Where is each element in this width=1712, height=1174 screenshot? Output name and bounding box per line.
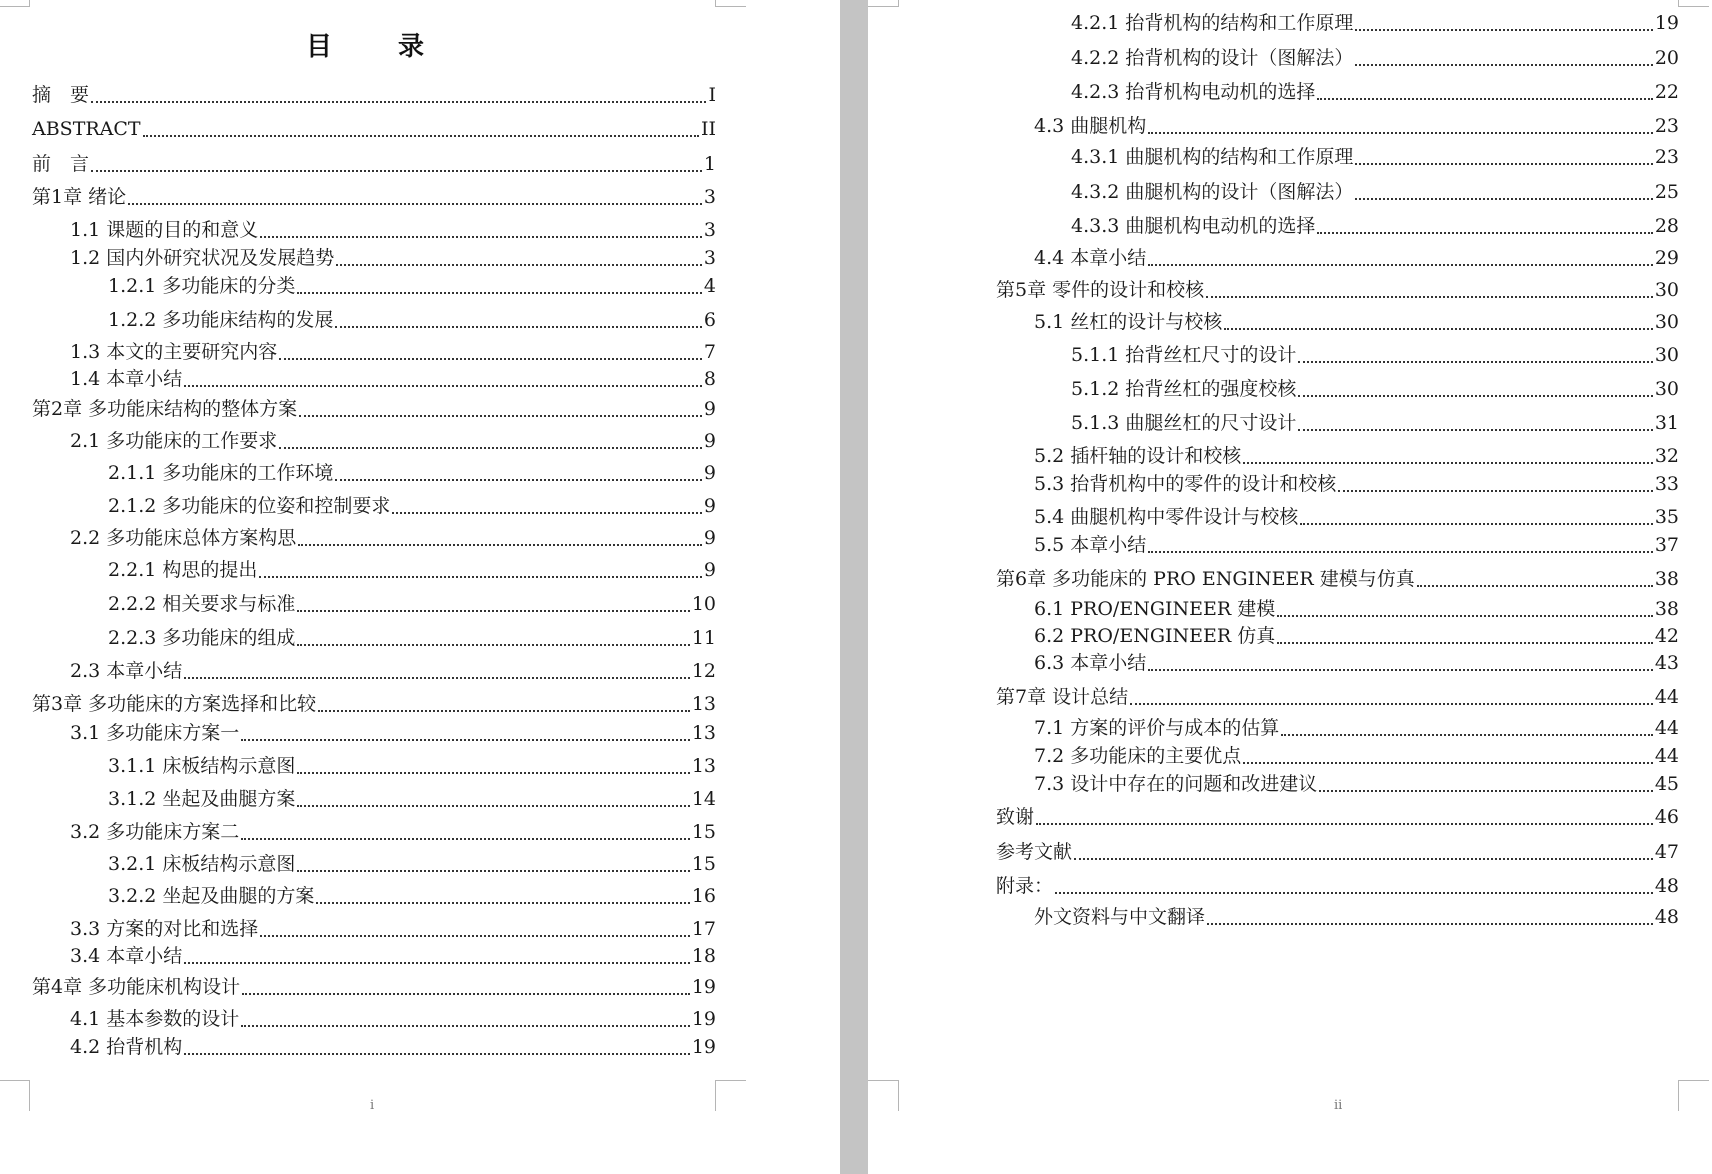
toc-entry-page-number: 22	[1654, 81, 1679, 103]
dot-leader	[1243, 762, 1653, 764]
dot-leader	[184, 677, 690, 679]
toc-entry-label: 4.3.2 曲腿机构的设计（图解法）	[1071, 181, 1354, 203]
dot-leader	[279, 447, 702, 449]
page-title: 目 录	[305, 32, 444, 62]
dot-leader	[1317, 98, 1652, 100]
toc-entry-label: 1.1 课题的目的和意义	[70, 219, 259, 241]
dot-leader	[1355, 29, 1652, 31]
dot-leader	[1277, 642, 1653, 644]
toc-page-2	[868, 0, 1712, 1174]
toc-entry-page-number: 25	[1654, 181, 1679, 203]
toc-entry-label: ABSTRACT	[32, 118, 141, 140]
toc-entry-label: 3.3 方案的对比和选择	[70, 918, 259, 940]
dot-leader	[1055, 892, 1653, 894]
toc-entry[interactable]	[1034, 444, 1679, 468]
toc-entry-page-number: 6	[703, 309, 716, 331]
toc-entry[interactable]	[1034, 533, 1679, 557]
toc-entry[interactable]	[70, 1007, 716, 1031]
toc-entry[interactable]	[1071, 180, 1679, 204]
toc-entry-label: 第2章 多功能床结构的整体方案	[32, 398, 298, 420]
toc-entry-page-number: 48	[1654, 906, 1679, 928]
toc-entry-page-number: 19	[691, 1036, 716, 1058]
toc-entry-label: 1.4 本章小结	[70, 368, 183, 390]
toc-entry[interactable]	[1071, 11, 1679, 35]
toc-entry[interactable]	[1071, 214, 1679, 238]
toc-entry[interactable]	[70, 721, 716, 745]
dot-leader	[336, 264, 702, 266]
toc-entry-page-number: 31	[1654, 412, 1679, 434]
toc-entry-label: 2.2.2 相关要求与标准	[108, 593, 296, 615]
toc-entry[interactable]	[1034, 505, 1679, 529]
toc-entry[interactable]	[70, 820, 716, 844]
toc-entry-page-number: 30	[1654, 311, 1679, 333]
toc-entry-page-number: 9	[703, 430, 716, 452]
toc-entry-page-number: 18	[691, 945, 716, 967]
toc-entry[interactable]	[70, 944, 716, 968]
dot-leader	[260, 935, 690, 937]
toc-entry[interactable]	[32, 397, 716, 421]
dot-leader	[335, 479, 702, 481]
toc-entry-page-number: 19	[691, 976, 716, 998]
dot-leader	[143, 135, 699, 137]
toc-entry-page-number: 33	[1654, 473, 1679, 495]
dot-leader	[1281, 734, 1653, 736]
toc-entry[interactable]	[108, 308, 716, 332]
toc-entry-label: 4.3.3 曲腿机构电动机的选择	[1071, 215, 1316, 237]
toc-entry[interactable]	[1034, 716, 1679, 740]
dot-leader	[1338, 490, 1653, 492]
dot-leader	[1298, 361, 1652, 363]
dot-leader	[1355, 198, 1652, 200]
toc-entry-label: 第7章 设计总结	[996, 686, 1129, 708]
toc-entry-label: 4.2.2 抬背机构的设计（图解法）	[1071, 47, 1354, 69]
dot-leader	[1206, 296, 1653, 298]
toc-entry-label: 外文资料与中文翻译	[1034, 906, 1206, 928]
toc-entry-page-number: 9	[703, 527, 716, 549]
dot-leader	[91, 170, 702, 172]
dot-leader	[1319, 790, 1653, 792]
toc-entry-label: 6.1 PRO/ENGINEER 建模	[1034, 598, 1276, 620]
toc-entry[interactable]	[70, 917, 716, 941]
dot-leader	[1148, 669, 1653, 671]
toc-entry[interactable]	[70, 526, 716, 550]
toc-entry-label: 2.1.2 多功能床的位姿和控制要求	[108, 495, 391, 517]
toc-entry-label: 2.1.1 多功能床的工作环境	[108, 462, 334, 484]
toc-entry-label: 第5章 零件的设计和校核	[996, 279, 1205, 301]
toc-entry-page-number: 38	[1654, 568, 1679, 590]
toc-entry[interactable]	[1071, 343, 1679, 367]
toc-entry-label: 第3章 多功能床的方案选择和比较	[32, 693, 317, 715]
page-gutter	[840, 0, 868, 1174]
toc-entry-label: 第6章 多功能床的 PRO ENGINEER 建模与仿真	[996, 568, 1415, 590]
toc-entry-page-number: 13	[691, 722, 716, 744]
toc-entry-page-number: 30	[1654, 344, 1679, 366]
toc-entry-label: 4.2.3 抬背机构电动机的选择	[1071, 81, 1316, 103]
toc-entry[interactable]	[996, 685, 1679, 709]
toc-entry-page-number: 23	[1654, 115, 1679, 137]
dot-leader	[1148, 551, 1653, 553]
toc-entry-label: 3.1.2 坐起及曲腿方案	[108, 788, 296, 810]
page-number-footer: i	[370, 1098, 375, 1113]
toc-page-1	[0, 0, 840, 1174]
toc-entry-label: 3.2 多功能床方案二	[70, 821, 240, 843]
toc-entry-page-number: 44	[1654, 686, 1679, 708]
toc-entry[interactable]	[108, 494, 716, 518]
toc-entry[interactable]	[108, 274, 716, 298]
toc-entry[interactable]	[1071, 377, 1679, 401]
toc-entry-page-number: 3	[703, 219, 716, 241]
toc-entry-page-number: 3	[703, 247, 716, 269]
dot-leader	[1298, 395, 1652, 397]
toc-entry-page-number: 11	[691, 627, 716, 649]
toc-entry-label: 5.2 插杆轴的设计和校核	[1034, 445, 1242, 467]
dot-leader	[1277, 615, 1653, 617]
toc-entry-label: 4.2 抬背机构	[70, 1036, 183, 1058]
toc-entry[interactable]	[32, 152, 716, 176]
toc-entry-page-number: 3	[703, 186, 716, 208]
toc-entry[interactable]	[1034, 472, 1679, 496]
toc-entry[interactable]	[70, 340, 716, 364]
toc-entry-page-number: 8	[703, 368, 716, 390]
toc-entry-page-number: 42	[1654, 625, 1679, 647]
toc-entry-page-number: 47	[1654, 841, 1679, 863]
toc-entry-label: 第1章 绪论	[32, 186, 127, 208]
toc-entry-page-number: 9	[703, 398, 716, 420]
toc-entry-page-number: 28	[1654, 215, 1679, 237]
toc-entry-page-number: 13	[691, 693, 716, 715]
toc-entry-page-number: 15	[691, 821, 716, 843]
toc-entry[interactable]	[108, 626, 716, 650]
toc-entry-page-number: 9	[703, 559, 716, 581]
toc-entry[interactable]	[32, 117, 716, 141]
toc-entry[interactable]	[1034, 744, 1679, 768]
toc-entry-label: 2.2.1 构思的提出	[108, 559, 258, 581]
dot-leader	[1317, 232, 1652, 234]
toc-entry[interactable]	[108, 558, 716, 582]
toc-entry[interactable]	[70, 246, 716, 270]
dot-leader	[316, 902, 689, 904]
toc-entry-page-number: 16	[691, 885, 716, 907]
toc-entry-page-number: 29	[1654, 247, 1679, 269]
dot-leader	[279, 358, 702, 360]
toc-entry-label: 3.2.2 坐起及曲腿的方案	[108, 885, 315, 907]
toc-entry-page-number: 37	[1654, 534, 1679, 556]
toc-entry-page-number: 15	[691, 853, 716, 875]
toc-entry-label: 5.5 本章小结	[1034, 534, 1147, 556]
toc-entry[interactable]	[1071, 46, 1679, 70]
toc-entry-label: 6.3 本章小结	[1034, 652, 1147, 674]
toc-entry-label: 3.2.1 床板结构示意图	[108, 853, 296, 875]
toc-entry[interactable]	[108, 787, 716, 811]
dot-leader	[1417, 585, 1653, 587]
dot-leader	[297, 610, 689, 612]
toc-entry-label: 5.1.2 抬背丝杠的强度校核	[1071, 378, 1297, 400]
dot-leader	[297, 644, 689, 646]
toc-entry-page-number: 32	[1654, 445, 1679, 467]
dot-leader	[1355, 163, 1652, 165]
toc-entry[interactable]	[1034, 651, 1679, 675]
dot-leader	[1243, 462, 1653, 464]
toc-entry-page-number: 44	[1654, 745, 1679, 767]
toc-entry-page-number: 30	[1654, 378, 1679, 400]
dot-leader	[242, 993, 690, 995]
toc-entry-page-number: 1	[703, 153, 716, 175]
toc-entry-label: 致谢	[996, 806, 1035, 828]
toc-entry-page-number: 48	[1654, 875, 1679, 897]
dot-leader	[241, 1025, 690, 1027]
toc-entry[interactable]	[32, 185, 716, 209]
toc-entry[interactable]	[996, 874, 1679, 898]
toc-entry-label: 5.1 丝杠的设计与校核	[1034, 311, 1223, 333]
toc-entry-page-number: 38	[1654, 598, 1679, 620]
dot-leader	[297, 772, 689, 774]
toc-entry[interactable]	[1034, 772, 1679, 796]
toc-entry-page-number: 45	[1654, 773, 1679, 795]
toc-entry[interactable]	[996, 805, 1679, 829]
toc-entry[interactable]	[108, 754, 716, 778]
page-number-footer: ii	[1334, 1098, 1343, 1113]
toc-entry-page-number: 10	[691, 593, 716, 615]
dot-leader	[1074, 858, 1653, 860]
toc-entry-page-number: 9	[703, 462, 716, 484]
toc-entry-label: 6.2 PRO/ENGINEER 仿真	[1034, 625, 1276, 647]
toc-entry[interactable]	[1071, 411, 1679, 435]
dot-leader	[298, 544, 702, 546]
toc-entry[interactable]	[1034, 246, 1679, 270]
toc-entry-page-number: 17	[691, 918, 716, 940]
toc-entry[interactable]	[108, 884, 716, 908]
dot-leader	[184, 962, 690, 964]
dot-leader	[299, 415, 702, 417]
toc-entry-page-number: 19	[691, 1008, 716, 1030]
toc-entry-page-number: 43	[1654, 652, 1679, 674]
toc-entry-page-number: 14	[691, 788, 716, 810]
toc-entry[interactable]	[996, 278, 1679, 302]
toc-entry[interactable]	[70, 659, 716, 683]
dot-leader	[1036, 823, 1653, 825]
toc-entry-page-number: 23	[1654, 146, 1679, 168]
dot-leader	[241, 838, 690, 840]
dot-leader	[335, 326, 702, 328]
toc-entry[interactable]	[1034, 597, 1679, 621]
toc-entry-label: 第4章 多功能床机构设计	[32, 976, 241, 998]
toc-entry-label: 4.3 曲腿机构	[1034, 115, 1147, 137]
dot-leader	[1148, 264, 1653, 266]
toc-entry[interactable]	[70, 218, 716, 242]
toc-entry[interactable]	[70, 429, 716, 453]
toc-entry[interactable]	[70, 367, 716, 391]
toc-entry[interactable]	[996, 840, 1679, 864]
toc-entry-page-number: 30	[1654, 279, 1679, 301]
toc-entry-label: 2.3 本章小结	[70, 660, 183, 682]
toc-list	[868, 0, 1712, 1174]
toc-entry[interactable]	[1071, 145, 1679, 169]
toc-entry-label: 3.1.1 床板结构示意图	[108, 755, 296, 777]
toc-entry-label: 5.3 抬背机构中的零件的设计和校核	[1034, 473, 1337, 495]
dot-leader	[1300, 523, 1653, 525]
toc-entry-label: 附录：	[996, 875, 1054, 897]
toc-entry[interactable]	[108, 461, 716, 485]
toc-entry-label: 5.1.3 曲腿丝杠的尺寸设计	[1071, 412, 1297, 434]
toc-entry[interactable]	[1034, 905, 1679, 929]
toc-entry[interactable]	[1034, 114, 1679, 138]
toc-entry[interactable]	[32, 692, 716, 716]
dot-leader	[260, 236, 702, 238]
toc-entry-label: 7.1 方案的评价与成本的估算	[1034, 717, 1280, 739]
dot-leader	[128, 203, 702, 205]
toc-entry-page-number: 13	[691, 755, 716, 777]
toc-entry-label: 3.1 多功能床方案一	[70, 722, 240, 744]
toc-entry-page-number: 46	[1654, 806, 1679, 828]
dot-leader	[392, 512, 702, 514]
dot-leader	[1355, 64, 1652, 66]
toc-entry-page-number: 44	[1654, 717, 1679, 739]
toc-entry-label: 摘 要	[32, 84, 90, 106]
toc-entry-label: 2.1 多功能床的工作要求	[70, 430, 278, 452]
toc-entry-label: 7.3 设计中存在的问题和改进建议	[1034, 773, 1318, 795]
toc-entry-label: 3.4 本章小结	[70, 945, 183, 967]
toc-entry-page-number: 12	[691, 660, 716, 682]
dot-leader	[184, 385, 702, 387]
toc-entry-label: 4.4 本章小结	[1034, 247, 1147, 269]
toc-entry-label: 1.3 本文的主要研究内容	[70, 341, 278, 363]
toc-entry-label: 7.2 多功能床的主要优点	[1034, 745, 1242, 767]
toc-entry-label: 4.2.1 抬背机构的结构和工作原理	[1071, 12, 1354, 34]
dot-leader	[297, 805, 689, 807]
toc-entry-page-number: 9	[703, 495, 716, 517]
toc-entry-page-number: 19	[1654, 12, 1679, 34]
toc-entry[interactable]	[70, 1035, 716, 1059]
toc-entry-label: 5.1.1 抬背丝杠尺寸的设计	[1071, 344, 1297, 366]
dot-leader	[241, 739, 690, 741]
toc-entry[interactable]	[996, 567, 1679, 591]
toc-entry-label: 参考文献	[996, 841, 1073, 863]
dot-leader	[297, 870, 689, 872]
toc-entry-label: 1.2.1 多功能床的分类	[108, 275, 296, 297]
toc-entry-label: 1.2 国内外研究状况及发展趋势	[70, 247, 335, 269]
toc-entry[interactable]	[108, 852, 716, 876]
toc-entry[interactable]	[1034, 310, 1679, 334]
toc-entry-label: 4.1 基本参数的设计	[70, 1008, 240, 1030]
dot-leader	[1148, 132, 1653, 134]
toc-entry-page-number: I	[708, 84, 716, 106]
toc-entry-page-number: 20	[1654, 47, 1679, 69]
toc-entry-label: 2.2.3 多功能床的组成	[108, 627, 296, 649]
dot-leader	[318, 710, 690, 712]
dot-leader	[259, 576, 702, 578]
toc-entry-label: 前 言	[32, 153, 90, 175]
toc-entry[interactable]	[1071, 80, 1679, 104]
toc-entry[interactable]	[32, 975, 716, 999]
toc-entry-page-number: 35	[1654, 506, 1679, 528]
dot-leader	[91, 101, 706, 103]
dot-leader	[1224, 328, 1653, 330]
toc-entry[interactable]	[108, 592, 716, 616]
dot-leader	[1207, 923, 1653, 925]
toc-entry[interactable]	[1034, 624, 1679, 648]
toc-entry-page-number: 7	[703, 341, 716, 363]
dot-leader	[297, 292, 702, 294]
dot-leader	[1298, 429, 1652, 431]
toc-entry-label: 2.2 多功能床总体方案构思	[70, 527, 297, 549]
toc-entry[interactable]	[32, 83, 716, 107]
dot-leader	[1130, 703, 1653, 705]
toc-entry-page-number: 4	[703, 275, 716, 297]
toc-entry-label: 4.3.1 曲腿机构的结构和工作原理	[1071, 146, 1354, 168]
toc-entry-page-number: II	[700, 118, 716, 140]
toc-list	[0, 0, 840, 1174]
toc-entry-label: 5.4 曲腿机构中零件设计与校核	[1034, 506, 1299, 528]
dot-leader	[184, 1053, 690, 1055]
toc-entry-label: 1.2.2 多功能床结构的发展	[108, 309, 334, 331]
